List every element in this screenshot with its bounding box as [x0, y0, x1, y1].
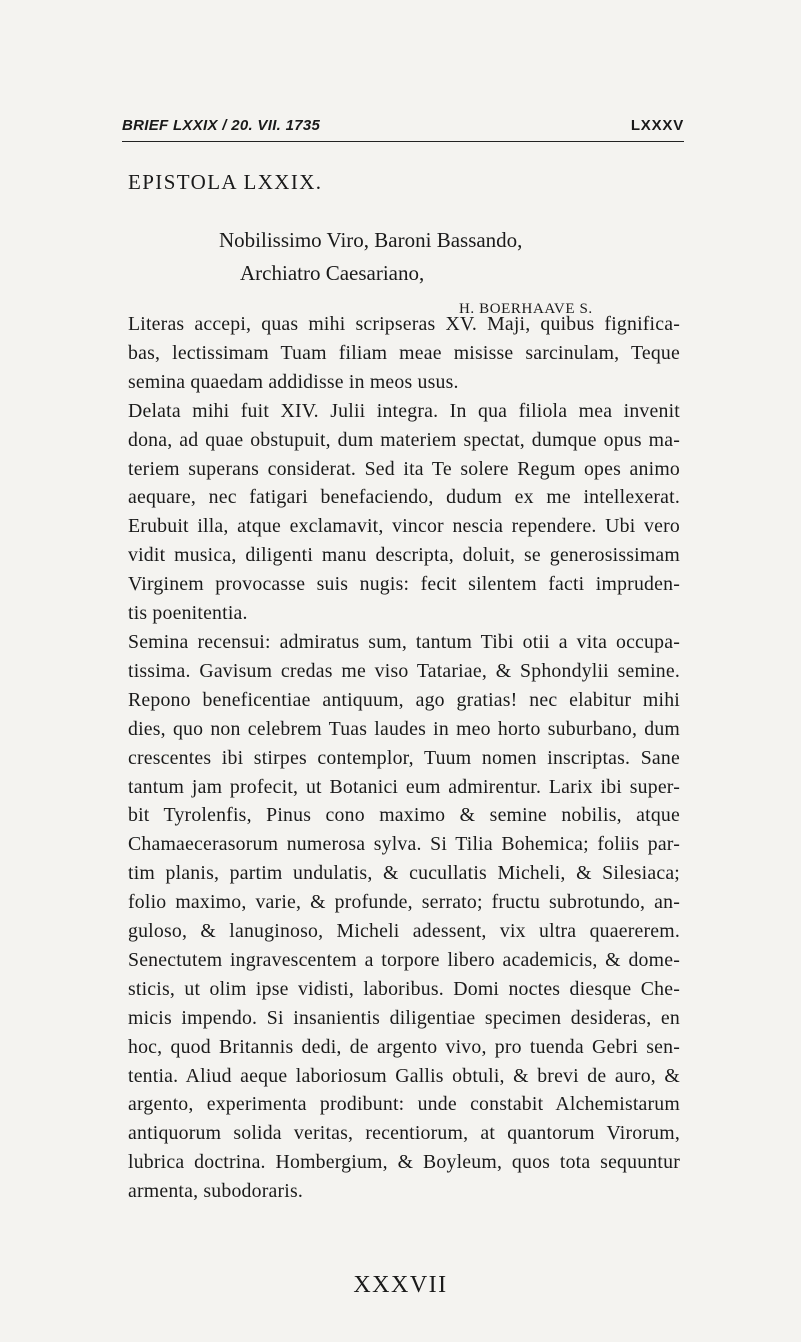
address-line: Archiatro Caesariano, [240, 261, 425, 285]
text-line: tis poenitentia. [128, 602, 248, 625]
text-line: vidit musica, diligenti manu descripta, doluit, se generosissimam [128, 544, 680, 567]
text-line: teriem superans considerat. Sed ita Te solere Regum opes animo [128, 457, 680, 480]
header-rule [122, 141, 684, 142]
text-line: tissima. Gavisum credas me viso Tatariae, & Sphondylii semine. [128, 659, 680, 682]
text-line: bas, lectissimam Tuam filiam meae misisse sarcinulam, Teque [128, 341, 680, 364]
text-line: Delata mihi fuit XIV. Julii integra. In qua filiola mea invenit [128, 399, 680, 422]
text-line: Chamaecerasorum numerosa sylva. Si Tilia Bohemica; foliis par- [128, 833, 680, 856]
address-sender: H. BOERHAAVE S. [459, 301, 593, 317]
running-head-left: BRIEF LXXIX / 20. VII. 1735 [122, 117, 321, 134]
running-head-right: LXXXV [630, 117, 684, 134]
text-line: armenta, subodoraris. [128, 1180, 304, 1203]
text-line: bit Tyrolenfis, Pinus cono maximo & semine nobilis, atque [128, 804, 680, 827]
text-line: tim planis, partim undulatis, & cucullatis Micheli, & Silesiaca; [128, 862, 680, 885]
text-line: tentia. Aliud aeque laboriosum Gallis obtuli, & brevi de auro, & [128, 1064, 680, 1087]
text-line: tantum jam profecit, ut Botanici eum admirentur. Larix ibi super- [128, 775, 680, 798]
text-line: argento, experimenta prodibunt: unde constabit Alchemistarum [128, 1093, 680, 1116]
page-number: XXXVII [353, 1272, 448, 1298]
text-line: hoc, quod Britannis dedi, de argento vivo, pro tuenda Gebri sen- [128, 1035, 680, 1058]
text-line: Erubuit illa, atque exclamavit, vincor nescia rependere. Ubi vero [128, 515, 680, 538]
text-line: sticis, ut olim ipse vidisti, laboribus. Domi noctes diesque Che- [128, 977, 680, 1000]
text-line: semina quaedam addidisse in meos usus. [128, 370, 459, 393]
text-line: crescentes ibi stirpes contemplor, Tuum nomen inscriptas. Sane [128, 746, 680, 769]
text-line: Repono beneficentiae antiquum, ago gratias! nec elabitur mihi [128, 688, 680, 711]
address-line: Nobilissimo Viro, Baroni Bassando, [219, 228, 523, 252]
text-line: guloso, & lanuginoso, Micheli adessent, vix ultra quaererem. [128, 920, 680, 943]
text-line: aequare, nec fatigari benefaciendo, dudum ex me intellexerat. [128, 486, 680, 509]
text-line: folio maximo, varie, & profunde, serrato; fructu subrotundo, an- [128, 891, 680, 914]
text-line: Literas accepi, quas mihi scripseras XV. Maji, quibus fignifica- [128, 313, 680, 335]
text-line: dona, ad quae obstupuit, dum materiem spectat, dumque opus ma- [128, 428, 680, 451]
text-line: antiquorum solida veritas, recentiorum, at quantorum Virorum, [128, 1122, 680, 1145]
running-head [122, 117, 684, 139]
text-line: micis impendo. Si insanientis diligentiae specimen desideras, en [128, 1006, 680, 1029]
text-line: Senectutem ingravescentem a torpore libero academicis, & dome- [128, 948, 680, 971]
text-line: dies, quo non celebrem Tuas laudes in meo horto suburbano, dum [128, 717, 680, 740]
text-line: Semina recensui: admiratus sum, tantum Tibi otii a vita occupa- [128, 630, 680, 653]
letter-body [128, 310, 680, 1206]
text-line: Virginem provocasse suis nugis: fecit silentem facti impruden- [128, 573, 680, 596]
letter-title: EPISTOLA LXXIX. [128, 170, 323, 194]
text-line: lubrica doctrina. Hombergium, & Boyleum, quos tota sequuntur [128, 1151, 680, 1174]
